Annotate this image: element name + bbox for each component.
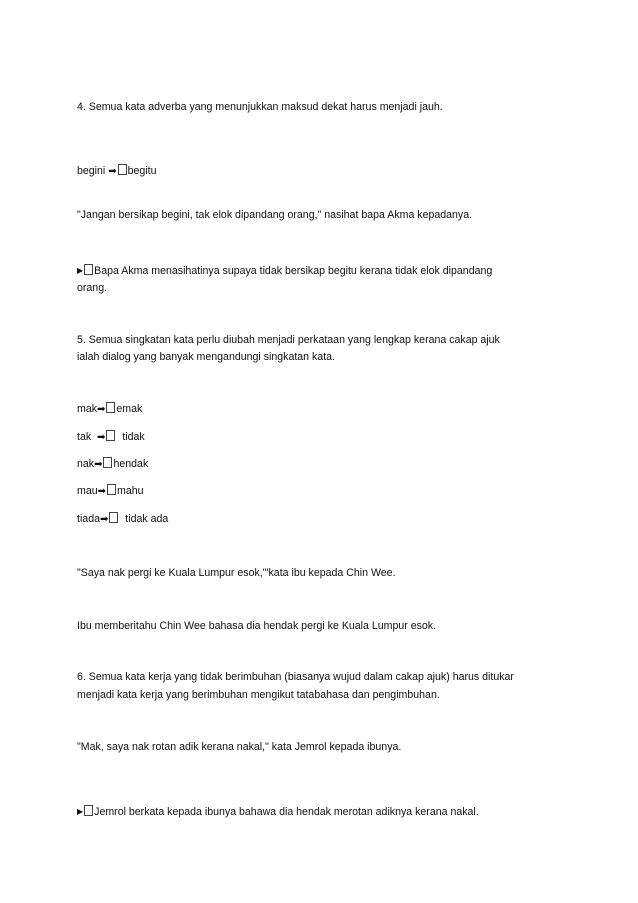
box-glyph-icon xyxy=(107,484,116,495)
pair-tak-tidak xyxy=(77,430,145,445)
arrow-right-icon: ➡ xyxy=(97,432,106,443)
word-from: mak xyxy=(77,403,98,415)
point-5-quote: "Saya nak pergi ke Kuala Lumpur esok,"'kata ibu kepada Chin Wee. xyxy=(77,567,396,579)
box-glyph-icon xyxy=(84,805,93,816)
point-4-report-line-2: orang. xyxy=(77,282,108,294)
report-text: Jemrol berkata kepada ibunya bahawa dia hendak merotan adiknya kerana nakal. xyxy=(94,806,479,818)
report-text: Bapa Akma menasihatinya supaya tidak bersikap begitu kerana tidak elok dipandang xyxy=(94,265,493,277)
point-5-heading-line-1: 5. Semua singkatan kata perlu diubah menjadi perkataan yang lengkap kerana cakap ajuk xyxy=(77,334,500,346)
point-6-report xyxy=(77,805,479,819)
point-6-heading-line-1: 6. Semua kata kerja yang tidak berimbuhan (biasanya wujud dalam cakap ajuk) harus ditukar xyxy=(77,671,514,683)
arrow-right-icon: ➡ xyxy=(99,514,109,525)
pair-nak-hendak xyxy=(77,457,148,472)
point-5-heading-line-2: ialah dialog yang banyak mengandungi singkatan kata. xyxy=(77,351,335,363)
point-4-quote: "Jangan bersikap begini, tak elok dipandang orang," nasihat bapa Akma kepadanya. xyxy=(77,209,473,221)
point-4-report-line-1 xyxy=(77,264,492,278)
box-glyph-icon xyxy=(103,457,112,468)
point-6-heading-line-2: menjadi kata kerja yang berimbuhan mengikut tatabahasa dan pengimbuhan. xyxy=(77,689,440,701)
box-glyph-icon xyxy=(118,164,127,175)
word-to: hendak xyxy=(113,458,149,470)
word-to: tidak ada xyxy=(122,513,169,525)
word-from: tak xyxy=(77,431,95,443)
box-glyph-icon xyxy=(106,430,115,441)
triangle-bullet-icon: ▶ xyxy=(77,266,84,275)
arrow-right-icon: ➡ xyxy=(97,404,106,415)
word-from: begini xyxy=(77,165,106,177)
word-to: begitu xyxy=(127,165,157,177)
word-from: nak xyxy=(77,458,95,470)
pair-mak-emak xyxy=(77,402,142,417)
box-glyph-icon xyxy=(109,512,118,523)
arrow-right-icon: ➡ xyxy=(97,486,106,497)
word-from: mau xyxy=(77,485,98,497)
point-4-heading: 4. Semua kata adverba yang menunjukkan maksud dekat harus menjadi jauh. xyxy=(77,101,443,113)
pair-tiada-tidak-ada xyxy=(77,512,168,527)
point-6-quote: "Mak, saya nak rotan adik kerana nakal," kata Jemrol kepada ibunya. xyxy=(77,741,402,753)
arrow-right-icon: ➡ xyxy=(108,166,117,177)
word-to: emak xyxy=(116,403,143,415)
arrow-right-icon: ➡ xyxy=(94,459,103,470)
box-glyph-icon xyxy=(84,264,93,275)
word-to: mahu xyxy=(117,485,144,497)
word-to: tidak xyxy=(119,431,145,443)
pair-mau-mahu xyxy=(77,484,144,499)
box-glyph-icon xyxy=(106,402,115,413)
triangle-bullet-icon: ▶ xyxy=(77,807,84,816)
point-5-report: Ibu memberitahu Chin Wee bahasa dia hendak pergi ke Kuala Lumpur esok. xyxy=(77,620,437,632)
example-begini-begitu xyxy=(77,164,157,179)
word-from: tiada xyxy=(77,513,100,525)
